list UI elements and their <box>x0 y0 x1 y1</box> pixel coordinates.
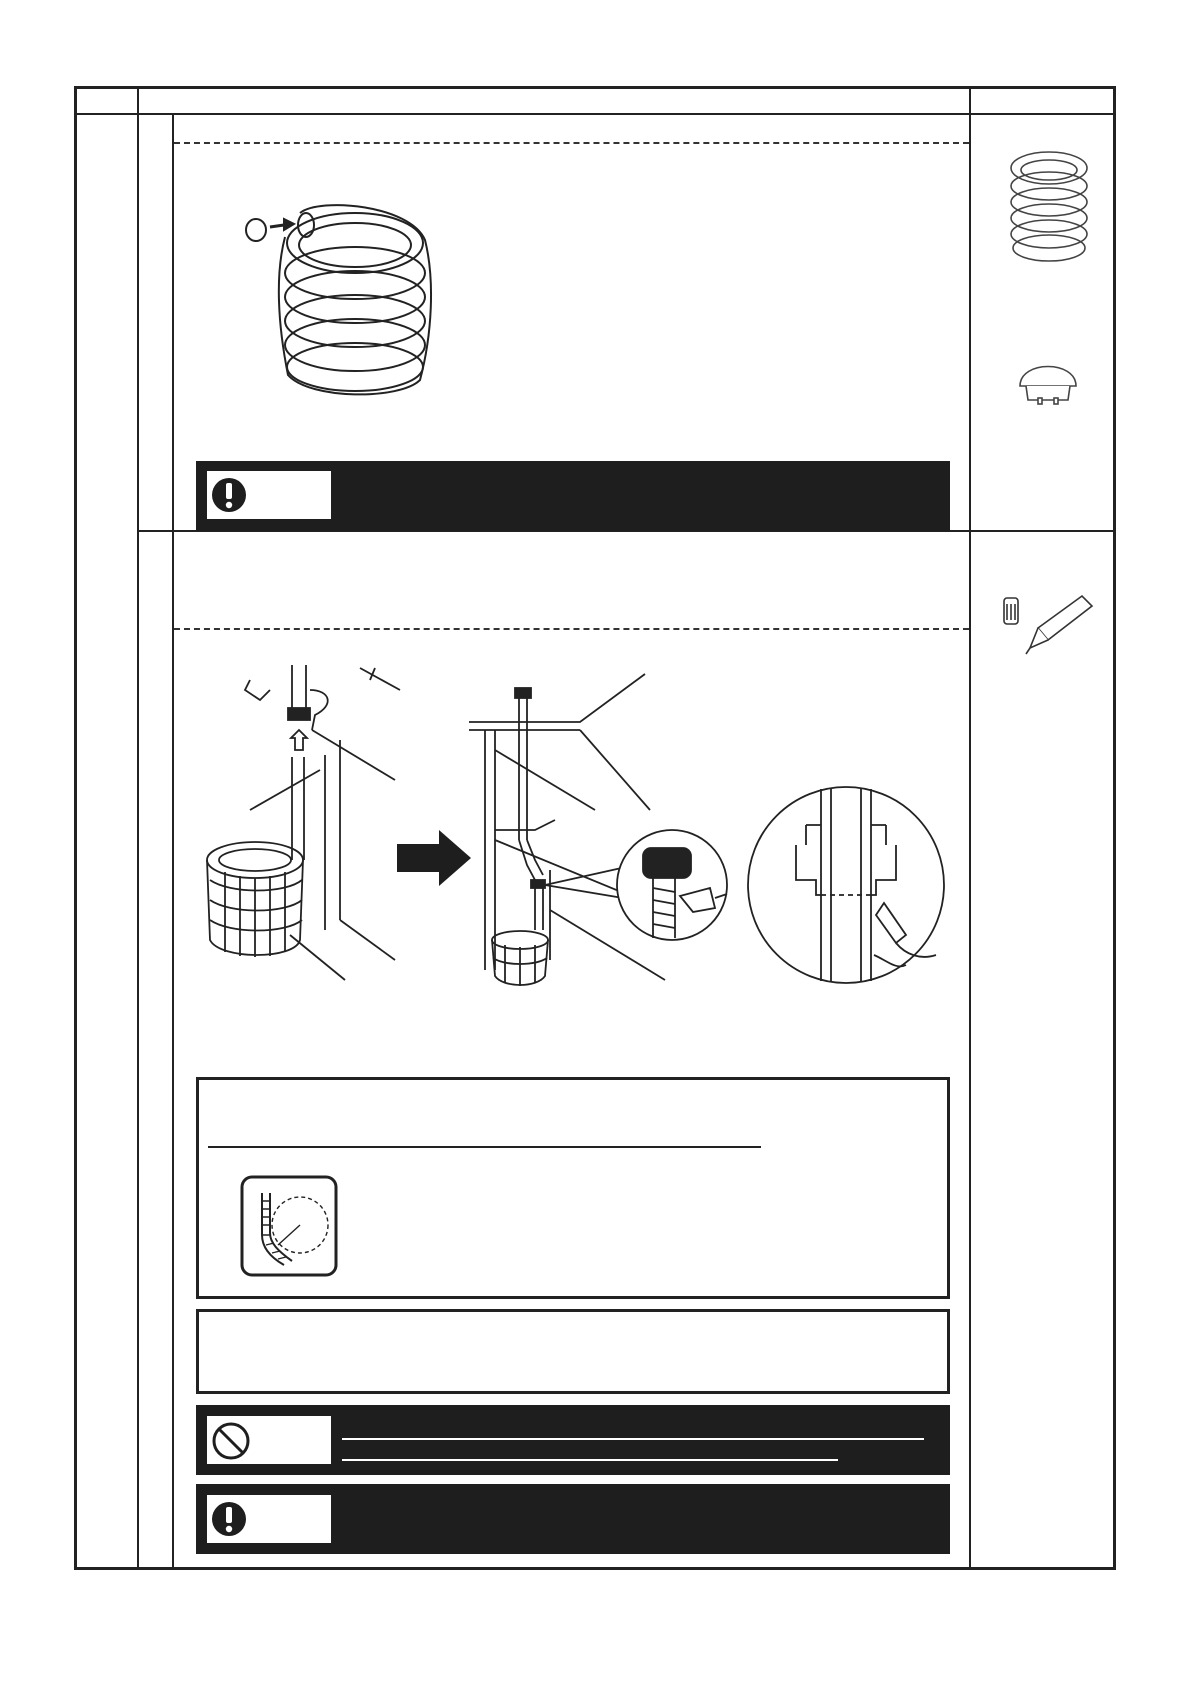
coiled-drain-hose-illustration <box>240 185 440 405</box>
note-box-1-divider <box>208 1146 761 1148</box>
column-divider-1 <box>137 86 139 1570</box>
cross-section-detail-circle <box>746 785 946 985</box>
bend-radius-icon <box>240 1175 338 1277</box>
connection-detail-circle <box>615 828 730 943</box>
note-box-2 <box>196 1309 950 1394</box>
column-divider-3 <box>969 86 971 1570</box>
adhesive-and-pen-part-icon <box>998 590 1098 660</box>
hose-cap-part-icon <box>1016 352 1080 412</box>
prohibited-circle-icon <box>211 1421 251 1461</box>
dashed-separator-2 <box>174 628 969 630</box>
hose-connection-illustration <box>200 660 420 990</box>
prohibition-underline-1 <box>342 1438 924 1440</box>
column-divider-2 <box>172 113 174 1570</box>
arrow-right-icon <box>397 830 471 886</box>
drain-hose-part-icon <box>1005 148 1095 266</box>
prohibition-underline-2 <box>342 1459 838 1461</box>
exclamation-circle-icon <box>211 477 247 513</box>
header-row-divider <box>74 113 1116 115</box>
exclamation-circle-icon <box>211 1501 247 1537</box>
dashed-separator-1 <box>174 142 969 144</box>
